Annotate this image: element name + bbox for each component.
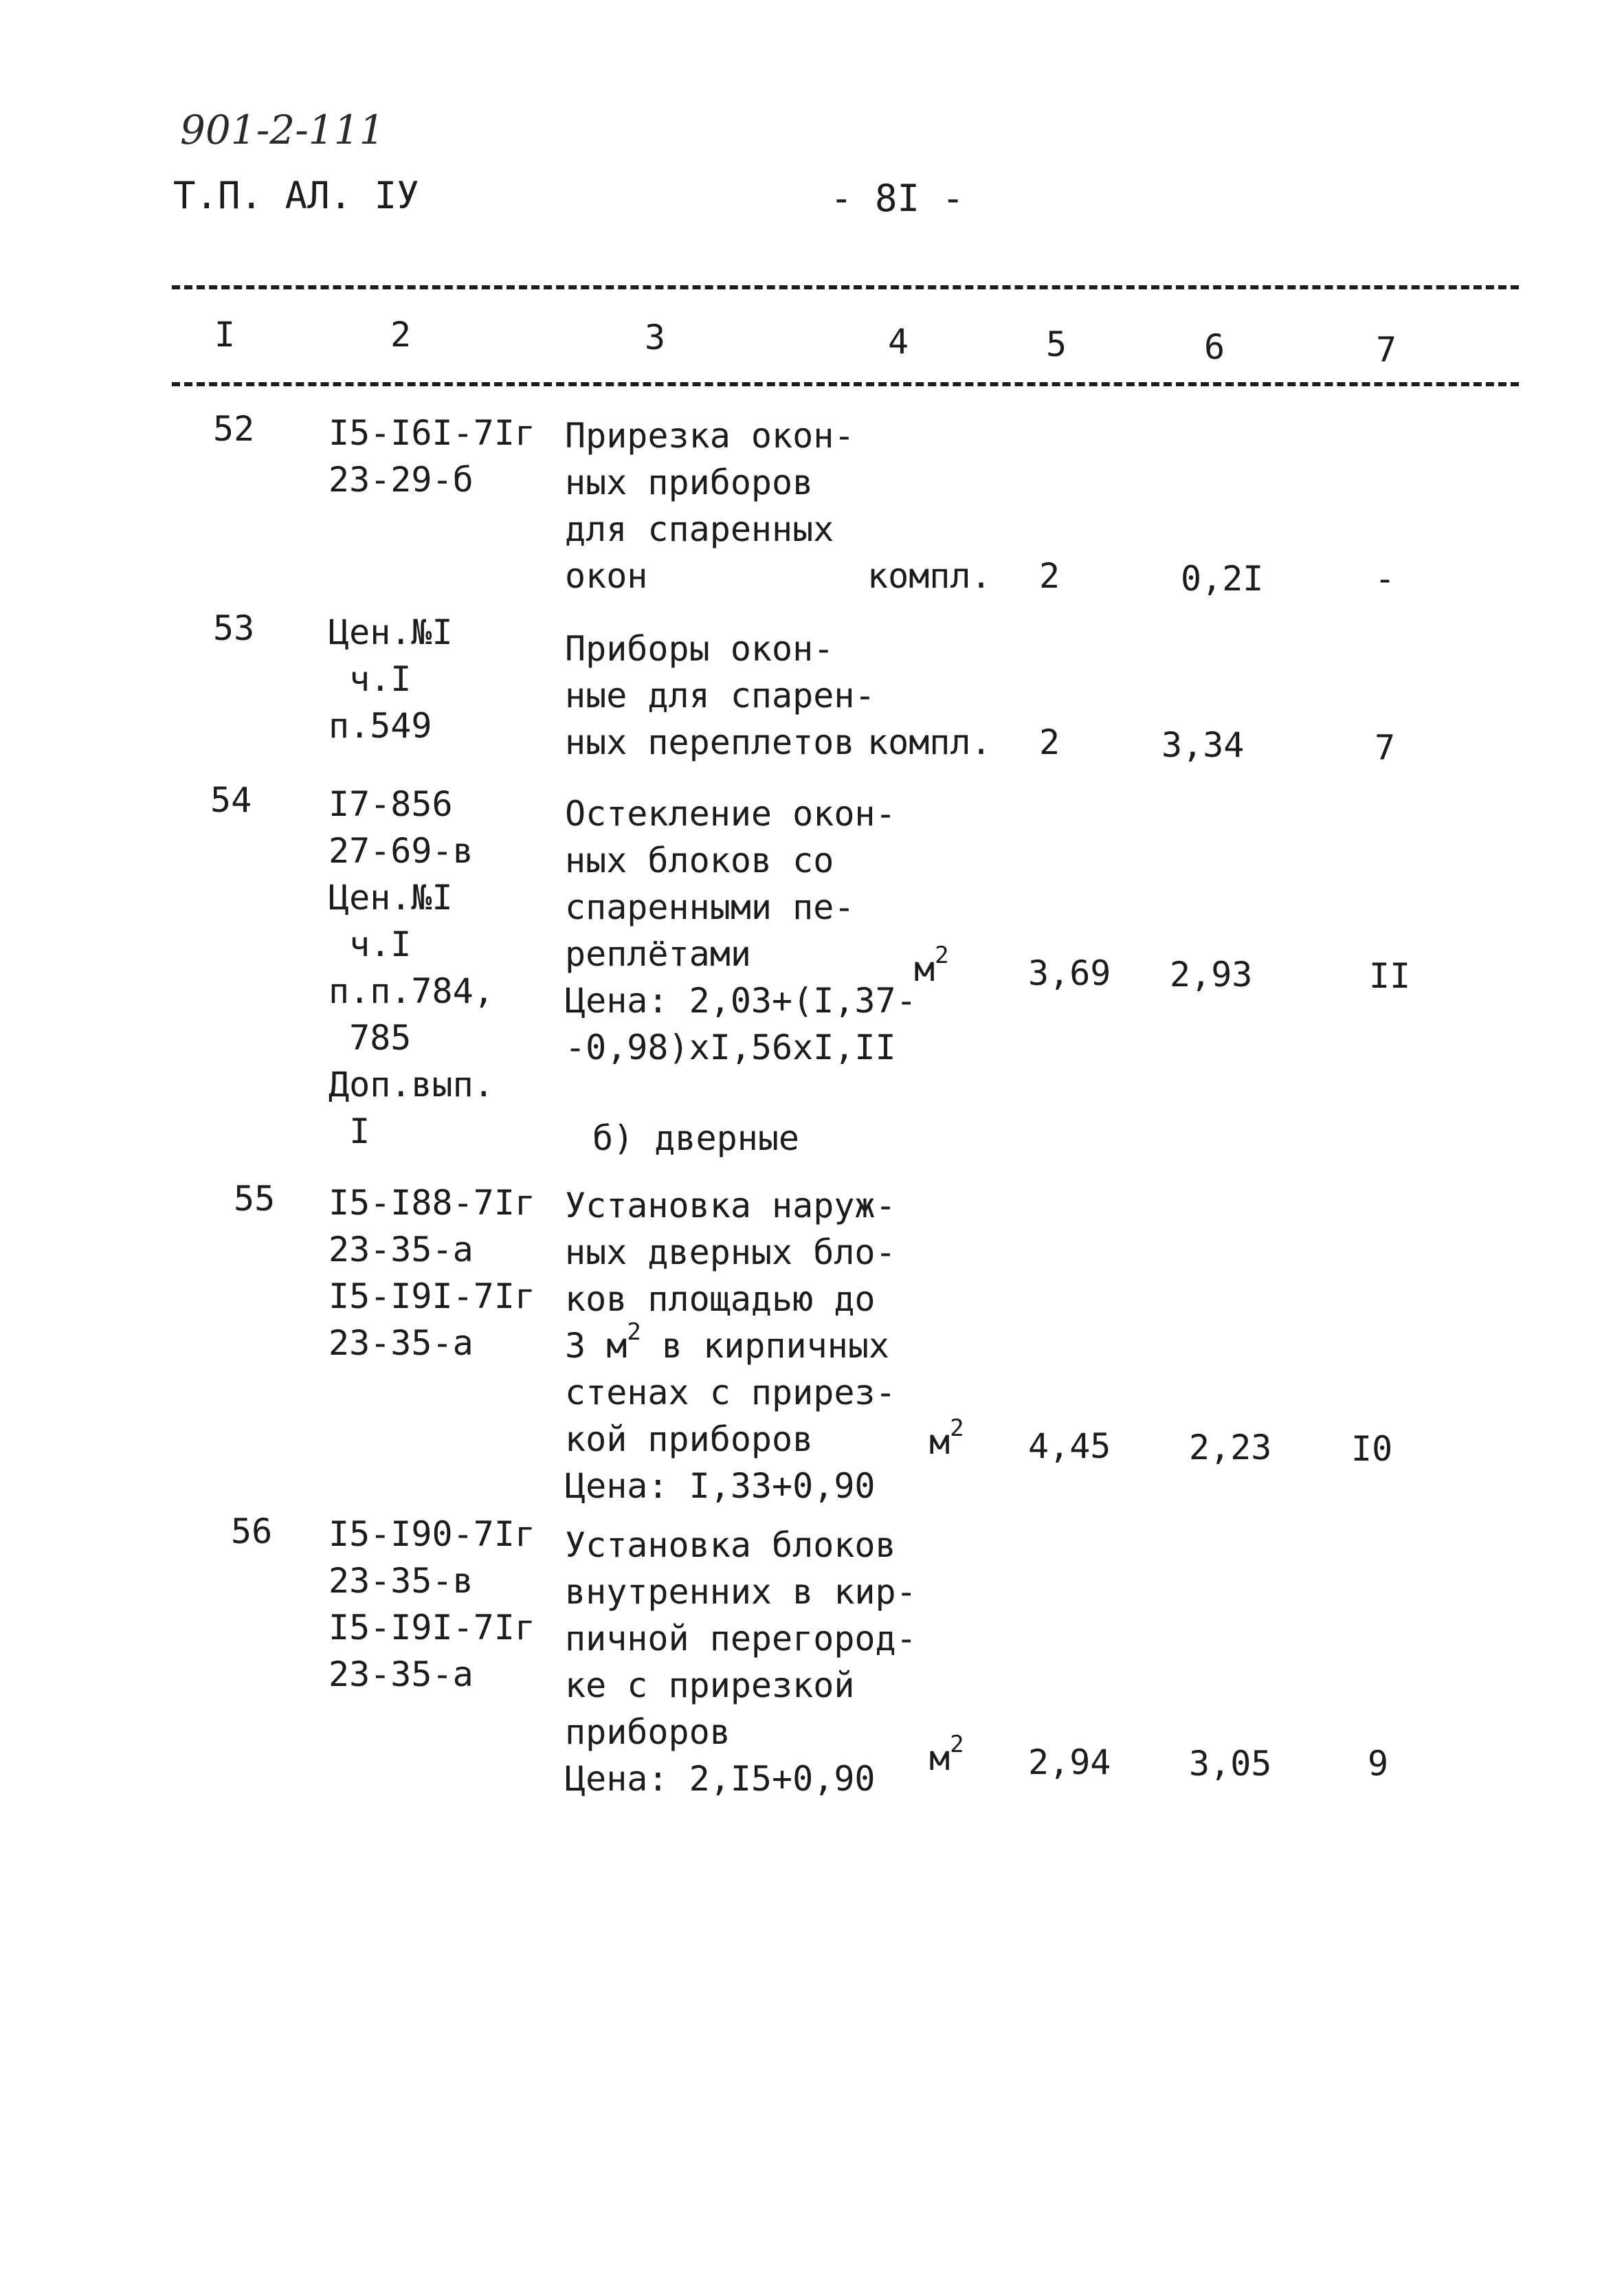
document-code: Т.П. АЛ. IУ <box>173 174 419 217</box>
description-line: ков площадью до <box>565 1279 876 1319</box>
table-header-rule <box>172 382 1519 386</box>
unit-base: м <box>929 1422 950 1462</box>
row-price: 2,93 <box>1170 955 1253 995</box>
description-line: ных дверных бло- <box>565 1232 896 1272</box>
row-description <box>565 1182 896 1509</box>
row-code: I5-I90-7Iг 23-35-в I5-I9I-7Iг 23-35-а <box>329 1514 536 1694</box>
column-header-2: 2 <box>390 315 412 355</box>
column-header-5: 5 <box>1046 324 1067 364</box>
column-header-6: 6 <box>1204 327 1225 367</box>
row-unit <box>929 1415 964 1465</box>
row-total: I0 <box>1351 1429 1393 1469</box>
row-code: I7-856 27-69-в Цен.№I ч.I п.п.784, 785 Доп.вып. I <box>329 784 494 1151</box>
area-rest: в кирпичных <box>641 1326 890 1366</box>
row-unit <box>929 1731 964 1782</box>
row-price: 0,2I <box>1181 559 1264 599</box>
row-total: II <box>1369 956 1411 996</box>
table-top-rule <box>172 285 1519 289</box>
unit-exponent: 2 <box>935 942 949 969</box>
unit-exponent: 2 <box>950 1731 964 1758</box>
row-number: 52 <box>213 409 255 449</box>
area-exponent: 2 <box>627 1318 641 1346</box>
row-quantity: 3,69 <box>1028 953 1111 993</box>
row-total: 7 <box>1375 728 1396 768</box>
row-quantity: 2,94 <box>1028 1742 1111 1782</box>
row-description: Приборы окон- ные для спарен- ных переплетов <box>565 629 876 762</box>
row-price: 3,34 <box>1161 725 1245 765</box>
row-number: 55 <box>234 1179 276 1219</box>
page-number: - 8I - <box>830 177 965 220</box>
row-unit: компл. <box>867 722 992 762</box>
row-number: 56 <box>231 1511 273 1551</box>
section-label: б) дверные <box>592 1118 800 1158</box>
row-unit: компл. <box>867 556 992 596</box>
row-description: Остекление окон- ных блоков со спаренными пе- реплётами Цена: 2,03+(I,37- -0,98)хI,56хI,II <box>565 794 917 1067</box>
column-header-1: I <box>214 315 236 355</box>
description-line: Установка наруж- <box>565 1186 896 1226</box>
row-total: - <box>1375 559 1396 599</box>
row-code: I5-I6I-7Iг 23-29-б <box>329 413 536 500</box>
row-code: I5-I88-7Iг 23-35-а I5-I9I-7Iг 23-35-а <box>329 1183 536 1363</box>
unit-exponent: 2 <box>950 1415 964 1442</box>
unit-base: м <box>929 1738 950 1778</box>
description-line <box>565 1318 890 1366</box>
row-unit <box>914 942 949 993</box>
row-quantity: 2 <box>1039 556 1060 596</box>
handwritten-code: 901-2-111 <box>180 107 385 153</box>
column-header-4: 4 <box>888 322 909 362</box>
description-rest: стенах с прирез- кой приборов Цена: I,33+0,90 <box>565 1373 896 1506</box>
row-number: 53 <box>213 608 255 648</box>
row-description: Установка блоков внутренних в кир- пичной перегород- ке с прирезкой приборов Цена: 2,I5+0,90 <box>565 1525 917 1799</box>
row-price: 2,23 <box>1189 1428 1272 1467</box>
row-price: 3,05 <box>1189 1744 1272 1784</box>
row-description: Прирезка окон- ных приборов для спаренных окон <box>565 416 855 596</box>
row-total: 9 <box>1368 1744 1389 1784</box>
column-header-7: 7 <box>1376 330 1397 370</box>
row-number: 54 <box>210 780 252 820</box>
row-code: Цен.№I ч.I п.549 <box>329 612 453 746</box>
column-header-3: 3 <box>645 318 666 357</box>
unit-base: м <box>914 949 935 989</box>
row-quantity: 4,45 <box>1028 1426 1111 1466</box>
row-quantity: 2 <box>1039 722 1060 762</box>
area-value: 3 м <box>565 1326 627 1366</box>
